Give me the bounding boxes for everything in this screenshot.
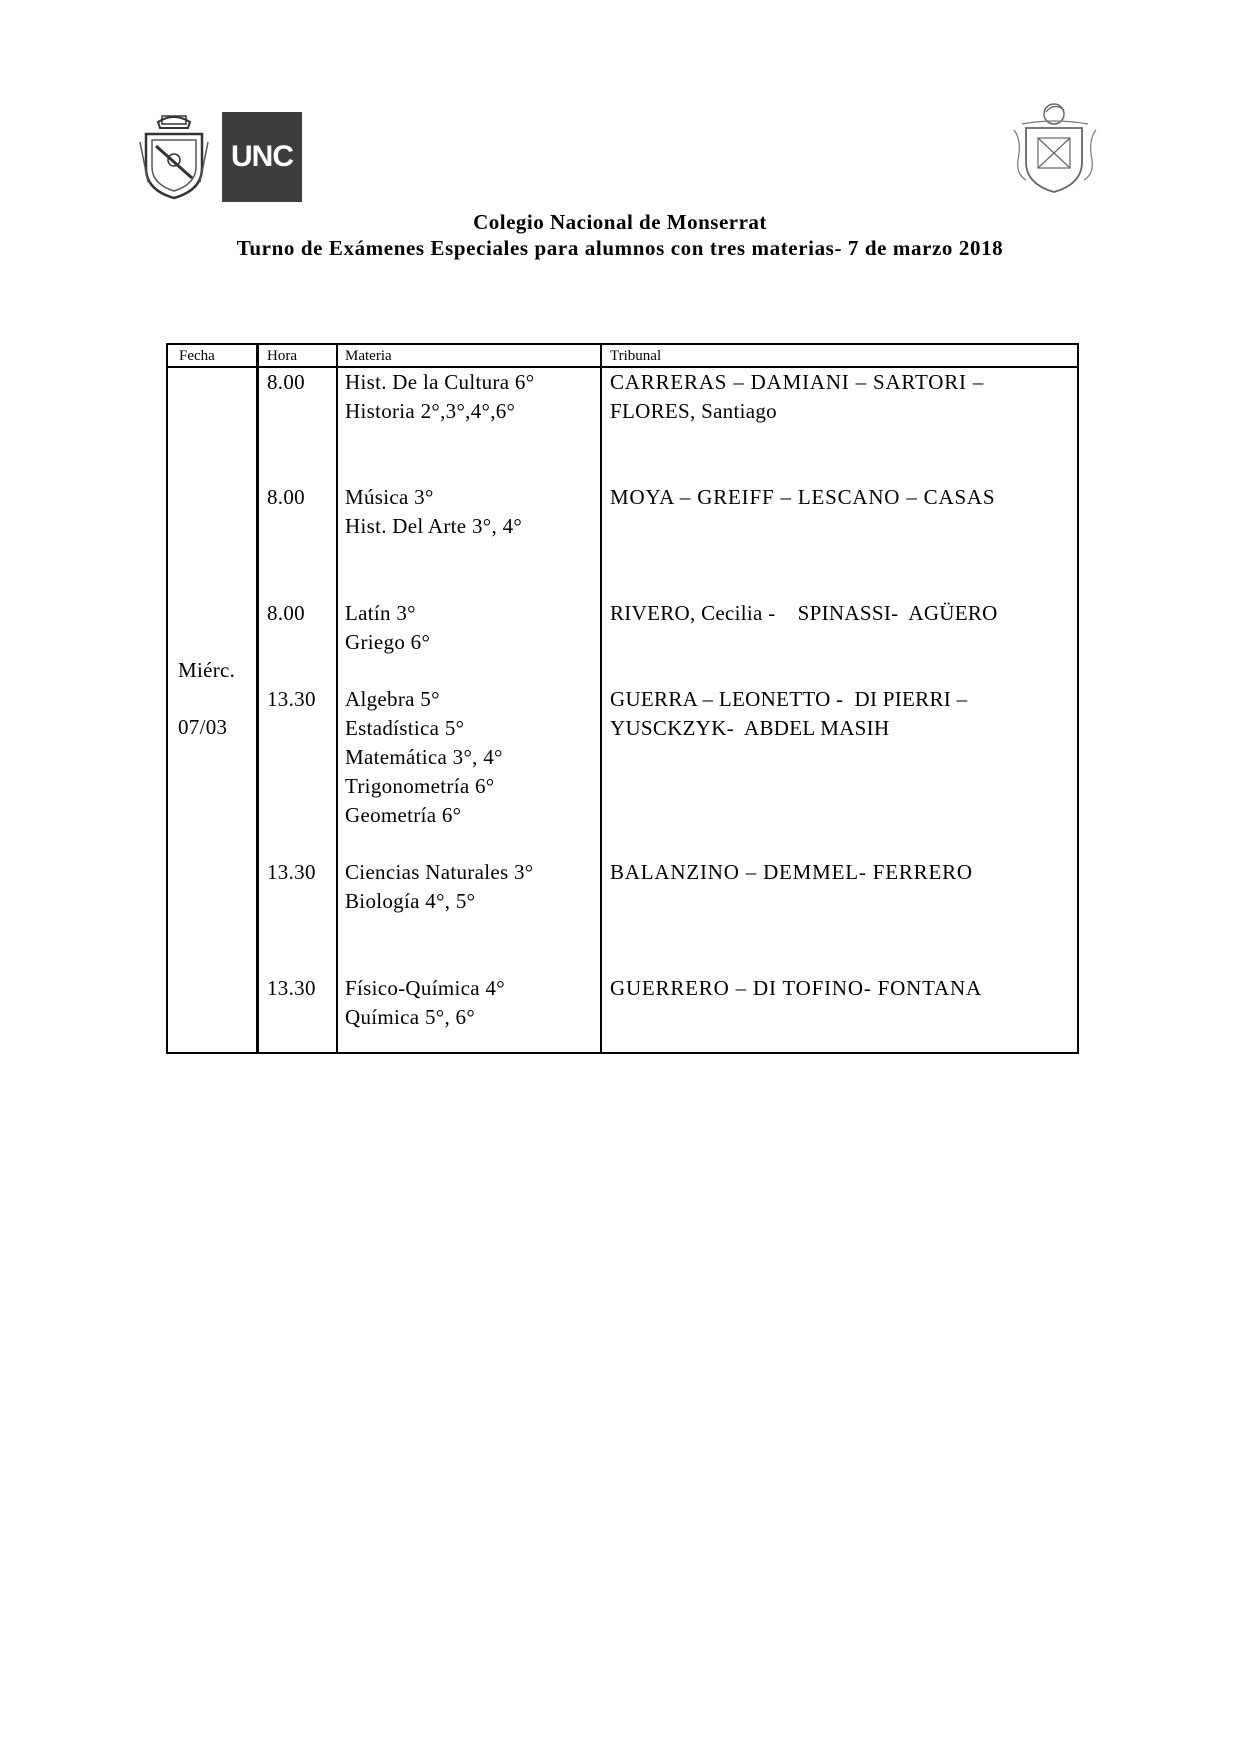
row-6-hora: 13.30 xyxy=(267,976,316,1000)
row-4-materia-2: Estadística 5° xyxy=(345,716,465,740)
exam-schedule-table xyxy=(166,343,1079,1054)
row-1-tribunal-1: CARRERAS – DAMIANI – SARTORI – xyxy=(610,370,985,394)
row-3-materia-2: Griego 6° xyxy=(345,630,431,654)
fecha-date: 07/03 xyxy=(178,715,228,739)
monserrat-crest-icon xyxy=(1012,100,1098,194)
row-6-tribunal-1: GUERRERO – DI TOFINO- FONTANA xyxy=(610,976,982,1000)
header-fecha: Fecha xyxy=(179,348,215,364)
column-divider xyxy=(336,345,338,1052)
unc-logo-text: UNC xyxy=(231,140,293,173)
row-1-tribunal-2: FLORES, Santiago xyxy=(610,399,777,423)
row-4-materia-1: Algebra 5° xyxy=(345,687,440,711)
row-4-tribunal-1: GUERRA – LEONETTO - DI PIERRI – xyxy=(610,687,968,711)
row-1-hora: 8.00 xyxy=(267,370,305,394)
column-divider xyxy=(600,345,602,1052)
column-divider xyxy=(256,345,259,1052)
row-5-tribunal-1: BALANZINO – DEMMEL- FERRERO xyxy=(610,860,973,884)
unc-crest-icon xyxy=(138,112,210,200)
row-2-hora: 8.00 xyxy=(267,485,305,509)
row-5-materia-2: Biología 4°, 5° xyxy=(345,889,476,913)
row-4-materia-4: Trigonometría 6° xyxy=(345,774,495,798)
row-1-materia-1: Hist. De la Cultura 6° xyxy=(345,370,535,394)
header-tribunal: Tribunal xyxy=(610,348,662,364)
school-title: Colegio Nacional de Monserrat xyxy=(473,210,767,234)
row-3-tribunal-1: RIVERO, Cecilia - SPINASSI- AGÜERO xyxy=(610,601,998,625)
row-3-materia-1: Latín 3° xyxy=(345,601,416,625)
unc-logo xyxy=(222,112,302,202)
header-materia: Materia xyxy=(345,348,392,364)
header-hora: Hora xyxy=(267,348,297,364)
row-2-materia-2: Hist. Del Arte 3°, 4° xyxy=(345,514,523,538)
row-5-hora: 13.30 xyxy=(267,860,316,884)
row-4-materia-3: Matemática 3°, 4° xyxy=(345,745,503,769)
row-6-materia-2: Química 5°, 6° xyxy=(345,1005,476,1029)
row-1-materia-2: Historia 2°,3°,4°,6° xyxy=(345,399,516,423)
row-4-materia-5: Geometría 6° xyxy=(345,803,462,827)
row-4-hora: 13.30 xyxy=(267,687,316,711)
row-3-hora: 8.00 xyxy=(267,601,305,625)
row-5-materia-1: Ciencias Naturales 3° xyxy=(345,860,534,884)
document-header xyxy=(0,209,1240,261)
exam-subtitle: Turno de Exámenes Especiales para alumnos con tres materias- 7 de marzo 2018 xyxy=(236,236,1004,260)
row-2-tribunal-1: MOYA – GREIFF – LESCANO – CASAS xyxy=(610,485,996,509)
row-2-materia-1: Música 3° xyxy=(345,485,434,509)
fecha-day: Miérc. xyxy=(178,658,236,682)
row-4-tribunal-2: YUSCKZYK- ABDEL MASIH xyxy=(610,716,890,740)
row-6-materia-1: Físico-Química 4° xyxy=(345,976,505,1000)
